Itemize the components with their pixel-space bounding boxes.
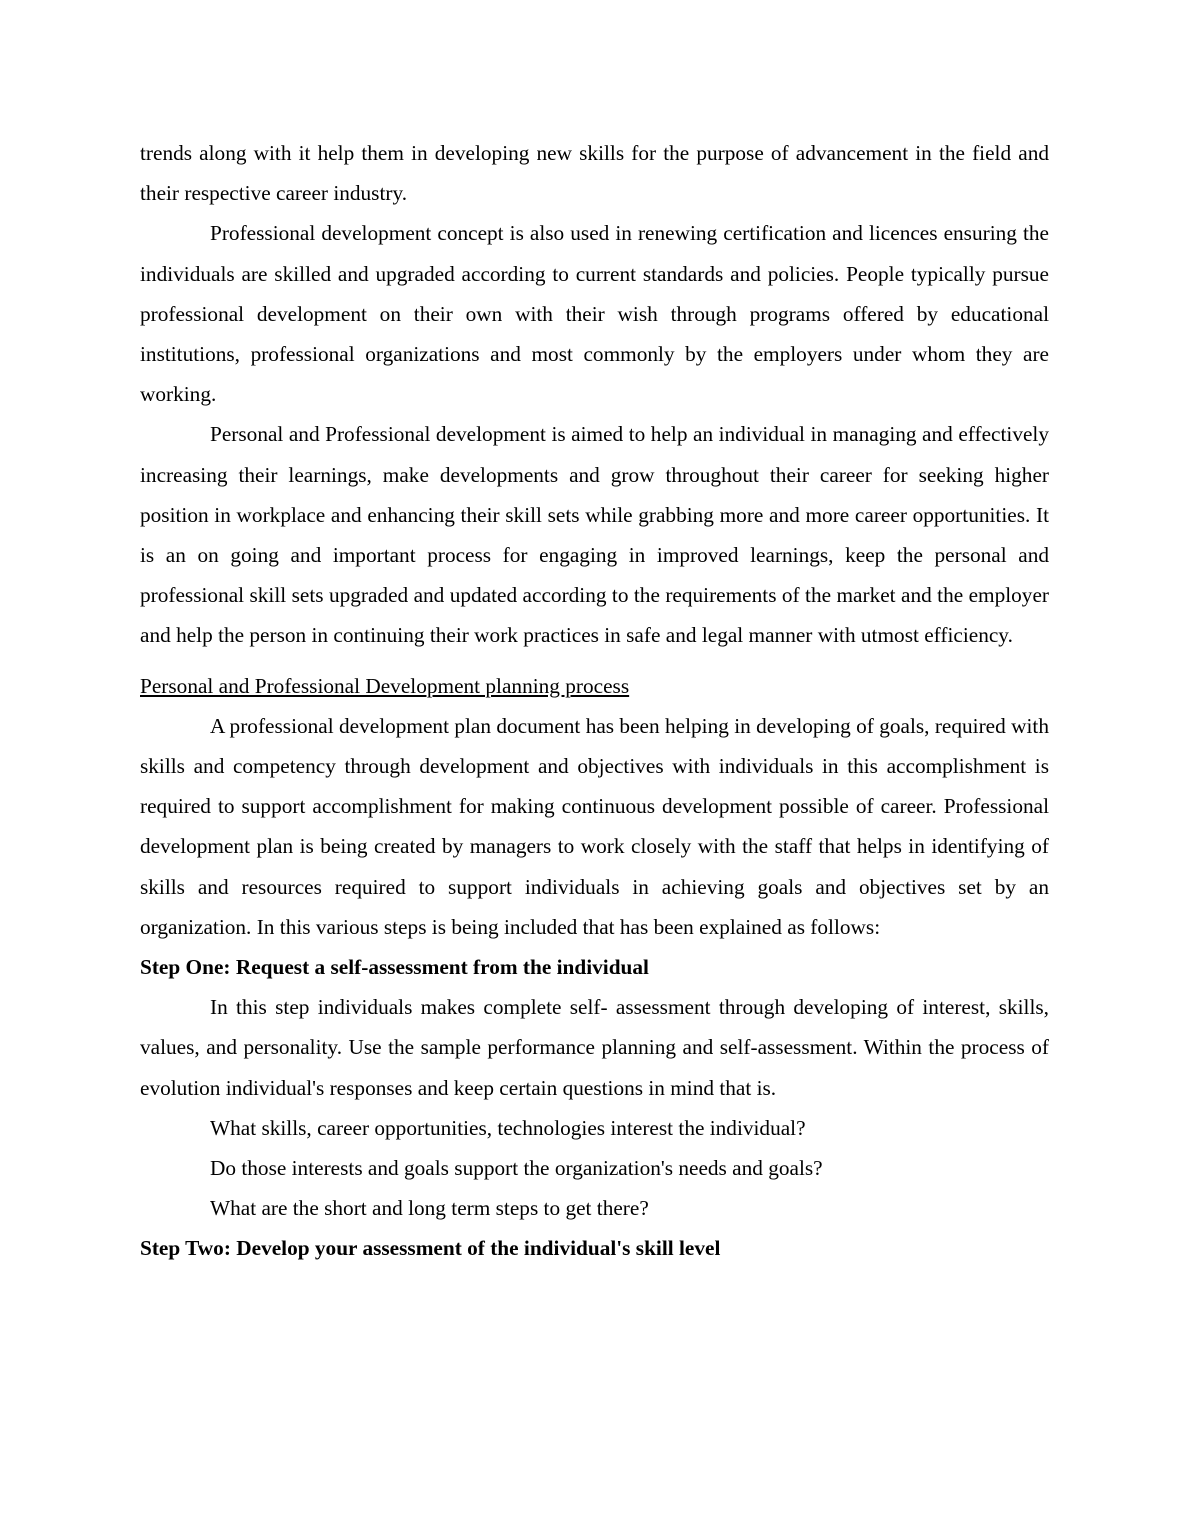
paragraph-career-trends: trends along with it help them in developing new skills for the purpose of advancement in the field and their respective career industry.	[140, 141, 1049, 206]
section-heading: Personal and Professional Development planning process	[140, 673, 630, 698]
paragraph-personal-development: Personal and Professional development is aimed to help an individual in managing and effectively increasing their learnings, make developments and grow throughout their career for seeking higher position in workplace and enhancing their skill sets while grabbing more and more career opportunities. It is an on going and important process for engaging in improved learnings, keep the personal and professional skill sets upgraded and updated according to the requirements of the market and the employer and help the person in continuing their work practices in safe and legal manner with utmost efficiency.	[140, 422, 1049, 648]
paragraph-self-assessment: In this step individuals makes complete self- assessment through developing of interest, skills, values, and personality. Use the sample performance planning and self-assessment. Within the process of evolution individual's responses and keep certain questions in mind that is.	[140, 995, 1049, 1100]
document-page	[140, 133, 1049, 1269]
question-interests: Do those interests and goals support the organization's needs and goals?	[210, 1156, 823, 1181]
step-two-heading: Step Two: Develop your assessment of the individual's skill level	[140, 1236, 721, 1261]
question-skills: What skills, career opportunities, technologies interest the individual?	[210, 1115, 806, 1140]
step-one-heading: Step One: Request a self-assessment from the individual	[140, 955, 649, 980]
paragraph-certification: Professional development concept is also used in renewing certification and licences ensuring the individuals are skilled and upgraded according to current standards and policies. People typically pursue professional development on their own with their wish through programs offered by educational institutions, professional organizations and most commonly by the employers under whom they are working.	[140, 221, 1049, 407]
question-steps: What are the short and long term steps to get there?	[210, 1196, 649, 1221]
paragraph-development-plan: A professional development plan document has been helping in developing of goals, required with skills and competency through development and objectives with individuals in this accomplishment is required to support accomplishment for making continuous development possible of career. Professional development plan is being created by managers to work closely with the staff that helps in identifying of skills and resources required to support individuals in achieving goals and objectives set by an organization. In this various steps is being included that has been explained as follows:	[140, 713, 1049, 939]
